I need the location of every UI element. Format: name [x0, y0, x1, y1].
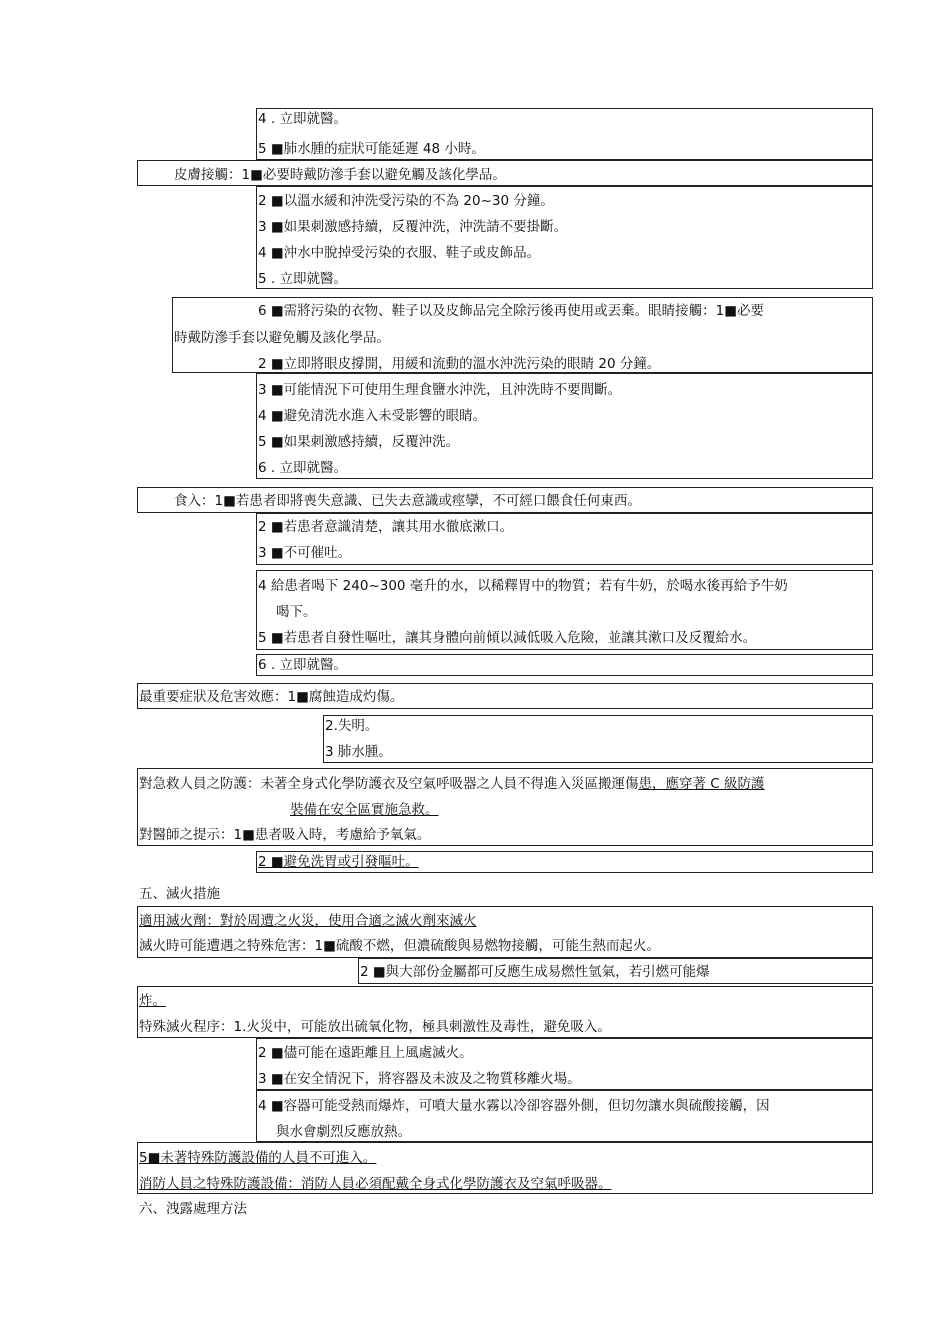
ingestion-step-4-line-1: 4 給患者喝下 240~300 毫升的水，以稀釋胃中的物質；若有牛奶，於喝水後再給予牛奶 [258, 578, 788, 594]
eye-intro-line-1: 6 ■需將污染的衣物、鞋子以及皮飾品完全除污後再使用或丟棄。眼睛接觸：1■必要 [258, 303, 764, 319]
ingestion-last-box [256, 654, 873, 676]
fire-hazard-1: 滅火時可能遭遇之特殊危害：1■硫酸不燃，但濃硫酸與易燃物接觸，可能生熱而起火。 [139, 938, 660, 954]
skin-step-4: 4 ■沖水中脫掉受污染的衣服、鞋子或皮飾品。 [258, 245, 541, 261]
leak-section-heading: 六、洩露處理方法 [139, 1201, 247, 1217]
fire-section-heading: 五、滅火措施 [139, 886, 220, 902]
rescuer-protection-underlined: 患，應穿著 C 級防護 [638, 776, 765, 792]
symptoms-line-3: 3 肺水腫。 [325, 744, 392, 760]
eye-step-2: 2 ■立即將眼皮撐開，用緩和流動的溫水沖洗污染的眼睛 20 分鐘。 [258, 356, 661, 372]
eye-step-6: 6 . 立即就醫。 [258, 460, 347, 476]
inhalation-step-4: 4 . 立即就醫。 [258, 111, 347, 127]
eye-intro-line-2: 時戴防滲手套以避免觸及該化學品。 [174, 330, 390, 346]
symptoms-sub-box [323, 715, 873, 763]
ingestion-step-2: 2 ■若患者意識清楚，讓其用水徹底漱口。 [258, 519, 514, 535]
doctor-note-2: 2 ■避免洗胃或引發嘔吐。 [258, 854, 419, 870]
skin-step-2: 2 ■以溫水緩和沖洗受污染的不為 20~30 分鐘。 [258, 193, 554, 209]
ingestion-step-3: 3 ■不可催吐。 [258, 545, 352, 561]
inhalation-step-5: 5 ■肺水腫的症狀可能延遲 48 小時。 [258, 141, 485, 157]
ingestion-step-1: 食入：1■若患者即將喪失意識、已失去意識或痙攣，不可經口餵食任何東西。 [174, 493, 641, 509]
skin-step-5: 5 . 立即就醫。 [258, 271, 347, 287]
eye-step-3: 3 ■可能情況下可使用生理食鹽水沖洗，且沖洗時不要間斷。 [258, 382, 622, 398]
fire-hazard-2-line-2: 炸。 [139, 993, 166, 1009]
fire-procedure-2: 2 ■儘可能在遠距離且上風處滅火。 [258, 1045, 473, 1061]
fire-procedure-1: 特殊滅火程序：1.火災中，可能放出硫氧化物，極具刺激性及毒性，避免吸入。 [139, 1019, 611, 1035]
rescuer-protection-line-2: 裝備在安全區實施急救。 [290, 802, 439, 818]
fire-hazard-2-line-1: 2 ■與大部份金屬都可反應生成易燃性氫氣，若引燃可能爆 [360, 964, 710, 980]
rescuer-protection-text: 對急救人員之防護：未著全身式化學防護衣及空氣呼吸器之人員不得進入災區搬運傷 [139, 776, 639, 792]
ingestion-step-6: 6 . 立即就醫。 [258, 657, 347, 673]
fire-extinguishing-media: 適用滅火劑：對於周遭之火災，使用合適之滅火劑來滅火 [139, 913, 477, 929]
eye-step-5: 5 ■如果刺激感持續，反覆沖洗。 [258, 434, 460, 450]
doctor-note-1: 對醫師之提示：1■患者吸入時，考慮給予氧氣。 [139, 827, 431, 843]
skin-step-3: 3 ■如果刺激感持續，反覆沖洗，沖洗請不要掛斷。 [258, 219, 568, 235]
rescuer-protection-line-1 [139, 775, 765, 793]
fire-procedure-3: 3 ■在安全情況下，將容器及未波及之物質移離火場。 [258, 1071, 581, 1087]
ingestion-step-4-line-2: 喝下。 [276, 604, 317, 620]
firefighter-equipment: 消防人員之特殊防護設備：消防人員必須配戴全身式化學防護衣及空氣呼吸器。 [139, 1176, 612, 1192]
fire-procedure-5: 5■未著特殊防護設備的人員不可進入。 [139, 1150, 377, 1166]
fire-procedure-4-line-1: 4 ■容器可能受熱而爆炸，可噴大量水霧以冷卻容器外側，但切勿讓水與硫酸接觸，因 [258, 1098, 770, 1114]
eye-step-4: 4 ■避免清洗水進入未受影響的眼睛。 [258, 408, 487, 424]
symptoms-line-1: 最重要症狀及危害效應：1■腐蝕造成灼傷。 [139, 689, 404, 705]
symptoms-line-2: 2.失明。 [325, 718, 379, 734]
ingestion-step-5: 5 ■若患者自發性嘔吐，讓其身體向前傾以減低吸入危險，並讓其漱口及反覆給水。 [258, 630, 757, 646]
skin-step-1: 皮膚接觸：1■必要時戴防滲手套以避免觸及該化學品。 [174, 167, 506, 183]
fire-procedure-4-line-2: 與水會劇烈反應放熱。 [276, 1124, 411, 1140]
